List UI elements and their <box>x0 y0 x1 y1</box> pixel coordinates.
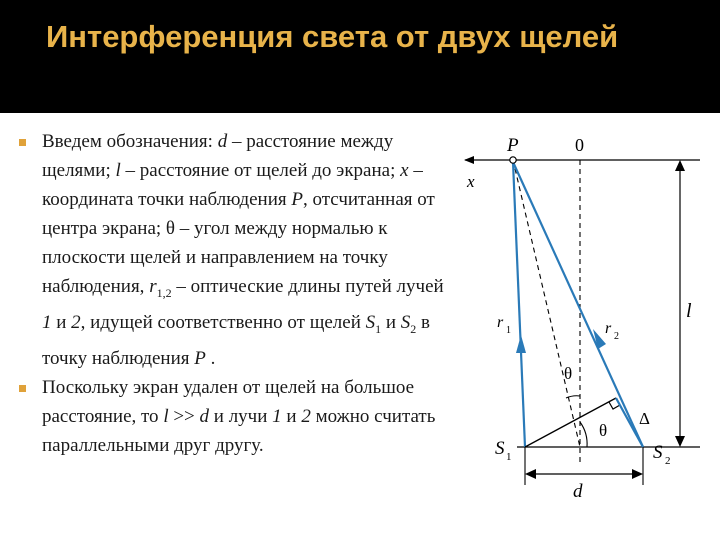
bullet-marker <box>19 139 26 146</box>
bullet-marker <box>19 385 26 392</box>
text-run: , отсчитанная от центра экрана; θ – угол между нормалью к плоскости щелей и направлением на точку наблюдения, <box>42 189 435 297</box>
label-theta-bottom: θ <box>599 421 608 440</box>
text-run: – расстояние от щелей до экрана; <box>120 160 401 181</box>
variable: 2 <box>71 311 81 333</box>
subscript: 2 <box>410 321 417 336</box>
bullet-item-approximation <box>16 373 456 460</box>
variable: x <box>400 160 409 181</box>
label-zero: 0 <box>575 135 584 155</box>
text-run: Введем обозначения: <box>42 131 218 152</box>
l-arrow-top <box>675 160 685 171</box>
text-run: – расстояние между щелями; <box>42 131 394 181</box>
label-l: l <box>686 300 692 322</box>
label-r2-sub: 2 <box>614 331 619 342</box>
variable: S <box>365 311 376 333</box>
bullet-list <box>16 127 456 460</box>
variable: P <box>291 189 303 210</box>
text-run: в точку наблюдения <box>42 311 431 369</box>
label-delta: Δ <box>639 409 650 428</box>
bullet-text <box>42 377 435 456</box>
text-run: – координата точки наблюдения <box>42 160 423 210</box>
double-slit-diagram <box>455 113 715 540</box>
label-d: d <box>573 481 583 502</box>
theta-arc-top <box>566 396 580 398</box>
label-s2-sub: 2 <box>665 455 671 467</box>
variable: d <box>217 131 228 152</box>
variable: d <box>199 405 210 427</box>
bullet-item-notation <box>16 127 456 373</box>
variable: r <box>149 276 157 297</box>
label-r2: r <box>605 320 612 337</box>
slide-title: Интерференция света от двух щелей <box>46 19 619 54</box>
l-arrow-bottom <box>675 436 685 447</box>
text-run: и лучи <box>209 405 273 427</box>
subscript: 1 <box>375 321 382 336</box>
label-theta-top: θ <box>564 364 573 383</box>
label-p: P <box>507 135 519 156</box>
d-arrow-left <box>525 469 536 479</box>
ray-2 <box>513 162 643 447</box>
variable: P <box>194 347 206 369</box>
text-run: >> <box>168 405 200 427</box>
variable: 2 <box>301 405 311 427</box>
label-s2: S <box>653 442 663 463</box>
text-run: и <box>381 311 401 333</box>
variable: S <box>400 311 411 333</box>
label-x: x <box>467 172 475 191</box>
text-run: и <box>281 405 302 427</box>
point-p <box>510 157 516 163</box>
label-r1: r <box>497 314 504 331</box>
variable: l <box>115 160 121 181</box>
label-r1-sub: 1 <box>506 325 511 336</box>
label-s1-sub: 1 <box>506 451 512 463</box>
text-run: , идущей соответственно от щелей <box>80 311 366 333</box>
variable: 1 <box>42 311 52 333</box>
title-bar <box>0 0 720 113</box>
label-s1: S <box>495 438 505 459</box>
bullet-text <box>42 131 444 369</box>
theta-arc-bottom <box>580 422 587 447</box>
slide-content <box>0 113 720 540</box>
text-run: и <box>51 311 72 333</box>
subscript: 1,2 <box>156 285 172 300</box>
text-run: – оптические длины путей лучей <box>171 276 444 297</box>
text-run: Поскольку экран удален от щелей на большое расстояние, то <box>42 376 415 427</box>
text-run: можно считать параллельными друг другу. <box>42 405 436 456</box>
variable: l <box>163 405 169 427</box>
variable: 1 <box>272 405 282 427</box>
text-run: . <box>205 347 216 369</box>
d-arrow-right <box>632 469 643 479</box>
ray-1-arrow <box>516 335 526 353</box>
